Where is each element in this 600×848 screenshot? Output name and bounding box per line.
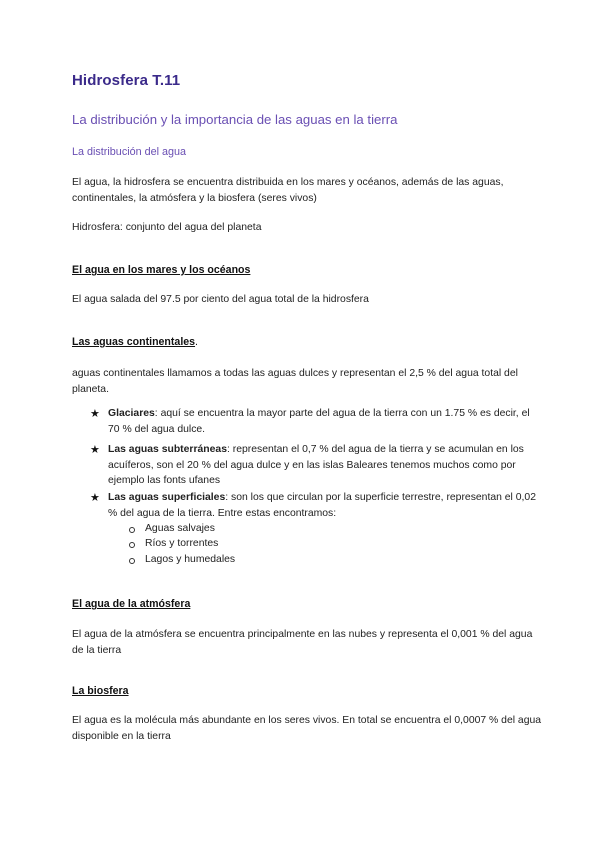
star-bullet-icon: ★ xyxy=(90,492,100,504)
document-title: Hidrosfera T.11 xyxy=(72,72,181,89)
subitem: Aguas salvajes xyxy=(145,523,215,534)
bullet-glaciares xyxy=(108,406,540,437)
star-bullet-icon: ★ xyxy=(90,444,100,456)
bullet-term: Las aguas superficiales xyxy=(108,492,226,503)
biosfera-paragraph: El agua es la molécula más abundante en los seres vivos. En total se encuentra el 0,0007 % del agua disponible en la tierra xyxy=(72,715,542,742)
subitem: Ríos y torrentes xyxy=(145,538,219,549)
circle-bullet-icon xyxy=(129,558,135,564)
circle-bullet-icon xyxy=(129,542,135,548)
continentales-paragraph: aguas continentales llamamos a todas las aguas dulces y representan el 2,5 % del agua total del planeta. xyxy=(72,368,518,395)
circle-bullet-icon xyxy=(129,527,135,533)
document-subtitle: La distribución y la importancia de las aguas en la tierra xyxy=(72,112,398,127)
bullet-text: : aquí se encuentra la mayor parte del agua de la tierra con un 1.75 % es decir, el 70 % del agua dulce. xyxy=(108,408,530,435)
section-title: La distribución del agua xyxy=(72,146,187,158)
bullet-term: Glaciares xyxy=(108,408,155,419)
subitem: Lagos y humedales xyxy=(145,554,236,565)
atmosfera-paragraph: El agua de la atmósfera se encuentra principalmente en las nubes y representa el 0,001 % del agua de la tierra xyxy=(72,629,533,656)
mares-paragraph: El agua salada del 97.5 por ciento del agua total de la hidrosfera xyxy=(72,294,369,305)
bullet-text: : representan el 0,7 % del agua de la tierra y se acumulan en los acuíferos, son el 20 % del agua dulce y en las islas Baleares tenemos muchos como por ejemplo las fonts ufanes xyxy=(108,444,524,486)
bullet-text: : son los que circulan por la superficie terrestre, representan el 0,02 % del agua de la tierra. Entre estas encontramos: xyxy=(108,492,536,519)
definition-paragraph: Hidrosfera: conjunto del agua del planeta xyxy=(72,222,262,233)
bullet-term: Las aguas subterráneas xyxy=(108,444,227,455)
continentales-heading-suffix: . xyxy=(195,336,198,348)
atmosfera-heading: El agua de la atmósfera xyxy=(72,598,191,610)
continentales-heading-row xyxy=(72,336,198,348)
intro-paragraph: El agua, la hidrosfera se encuentra distribuida en los mares y océanos, además de las aguas, continentales, la atmósfera y la biosfera (seres vivos) xyxy=(72,177,504,204)
star-bullet-icon: ★ xyxy=(90,408,100,420)
continentales-heading: Las aguas continentales xyxy=(72,336,196,348)
biosfera-heading: La biosfera xyxy=(72,685,129,697)
bullet-superficiales xyxy=(108,490,540,521)
bullet-subterraneas xyxy=(108,442,540,489)
mares-heading: El agua en los mares y los océanos xyxy=(72,264,251,276)
